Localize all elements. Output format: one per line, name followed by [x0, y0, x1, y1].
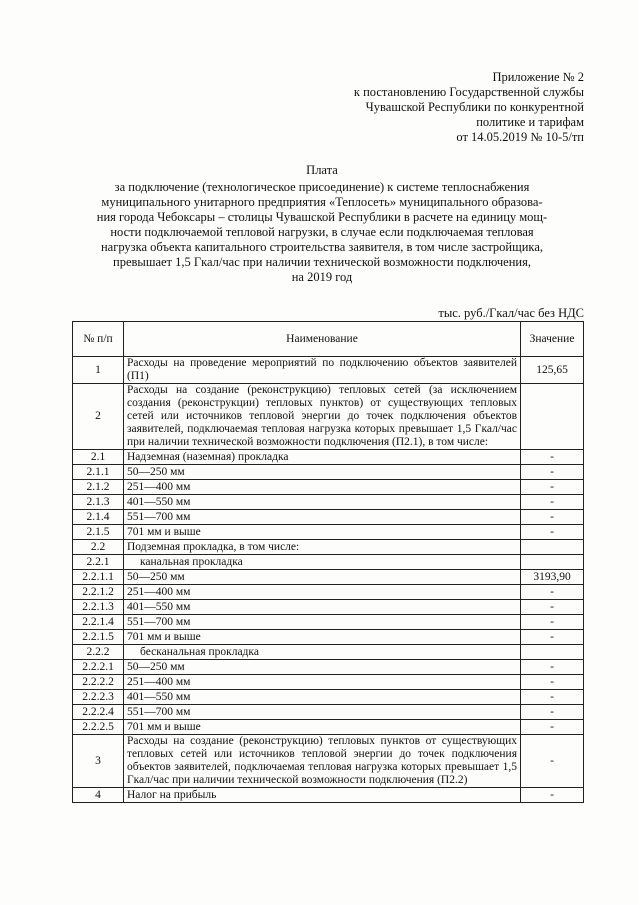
table-row [73, 690, 584, 705]
table-row [73, 675, 584, 690]
row-value [521, 645, 584, 660]
row-num: 2.2.1.4 [73, 615, 124, 630]
row-value: - [521, 720, 584, 735]
row-value: - [521, 630, 584, 645]
row-num: 2.2.2.2 [73, 675, 124, 690]
table-header-row [73, 322, 584, 357]
table-row [73, 465, 584, 480]
annex-line: политике и тарифам [476, 115, 584, 129]
row-name: 401—550 мм [124, 600, 521, 615]
row-num: 2.1 [73, 450, 124, 465]
row-value: - [521, 735, 584, 788]
row-name: 701 мм и выше [124, 720, 521, 735]
row-num: 2.2.1.3 [73, 600, 124, 615]
row-value: - [521, 495, 584, 510]
table-row [73, 495, 584, 510]
row-value [521, 540, 584, 555]
row-num: 2.2.2.3 [73, 690, 124, 705]
title-line: превышает 1,5 Гкал/час при наличии технической возможности подключения, [113, 255, 531, 269]
row-num: 2.2.1 [73, 555, 124, 570]
table-row [73, 788, 584, 803]
row-num: 2.2.1.1 [73, 570, 124, 585]
row-value: - [521, 465, 584, 480]
row-value: - [521, 675, 584, 690]
row-name: 251—400 мм [124, 585, 521, 600]
title-line: ния города Чебоксары – столицы Чувашской Республики в расчете на единицу мощ- [96, 210, 548, 224]
row-num: 2.2.2.1 [73, 660, 124, 675]
row-name: Надземная (наземная) прокладка [124, 450, 521, 465]
annex-line: к постановлению Государственной службы [353, 85, 584, 99]
annex-line: Чувашской Республики по конкурентной [365, 100, 584, 114]
table-row [73, 615, 584, 630]
row-num: 2.1.2 [73, 480, 124, 495]
row-name: 50—250 мм [124, 660, 521, 675]
row-value: - [521, 600, 584, 615]
table-row [73, 630, 584, 645]
row-name: 251—400 мм [124, 675, 521, 690]
table-row [73, 585, 584, 600]
title-heading: Плата [306, 163, 338, 177]
row-name: 701 мм и выше [124, 525, 521, 540]
row-value: - [521, 510, 584, 525]
row-name: Расходы на проведение мероприятий по подключению объектов заявителей (П1) [124, 357, 521, 384]
row-name: 701 мм и выше [124, 630, 521, 645]
row-value [521, 384, 584, 450]
table-row [73, 645, 584, 660]
row-num: 1 [73, 357, 124, 384]
row-value: - [521, 480, 584, 495]
document-title [60, 163, 584, 285]
table-row [73, 600, 584, 615]
table-row [73, 555, 584, 570]
table-row [73, 720, 584, 735]
row-num: 3 [73, 735, 124, 788]
row-name: 401—550 мм [124, 495, 521, 510]
table-row [73, 660, 584, 675]
row-value: - [521, 615, 584, 630]
table-body [73, 357, 584, 803]
units-label: тыс. руб./Гкал/час без НДС [438, 306, 584, 320]
row-num: 2.1.1 [73, 465, 124, 480]
table-row [73, 525, 584, 540]
annex-line: Приложение № 2 [492, 70, 584, 84]
row-num: 2.2.2.5 [73, 720, 124, 735]
row-name: 551—700 мм [124, 615, 521, 630]
row-num: 2.1.4 [73, 510, 124, 525]
table-row [73, 705, 584, 720]
row-value: 3193,90 [521, 570, 584, 585]
row-num: 2.1.3 [73, 495, 124, 510]
row-value: - [521, 690, 584, 705]
header-num: № п/п [73, 322, 124, 357]
row-num: 2.2.2.4 [73, 705, 124, 720]
table-row [73, 570, 584, 585]
table-row [73, 735, 584, 788]
row-value [521, 555, 584, 570]
row-name: Расходы на создание (реконструкцию) тепловых сетей (за исключением создания (реконструкции) тепловых пунктов) от существующих тепловых сетей или источников тепловой энергии до точек подключения объектов заявителей, подключаемая тепловая нагрузка которых превышает 1,5 Гкал/час при наличии технической возможности подключения (П2.1), в том числе: [124, 384, 521, 450]
row-name: 50—250 мм [124, 465, 521, 480]
title-line: муниципального унитарного предприятия «Теплосеть» муниципального образова- [101, 195, 543, 209]
row-value: - [521, 705, 584, 720]
row-num: 2.2.2 [73, 645, 124, 660]
title-line: нагрузка объекта капитального строительства заявителя, в том числе застройщика, [100, 240, 543, 254]
row-value: - [521, 450, 584, 465]
row-name: 50—250 мм [124, 570, 521, 585]
table-row [73, 357, 584, 384]
table-row [73, 450, 584, 465]
row-name: 401—550 мм [124, 690, 521, 705]
annex-block [324, 70, 584, 145]
row-value: - [521, 660, 584, 675]
row-name: 251—400 мм [124, 480, 521, 495]
title-line: на 2019 год [291, 270, 353, 284]
row-value: - [521, 788, 584, 803]
header-name: Наименование [124, 322, 521, 357]
row-value: - [521, 585, 584, 600]
table-row [73, 384, 584, 450]
row-name: бесканальная прокладка [124, 645, 521, 660]
header-value: Значение [521, 322, 584, 357]
row-num: 2.2.1.2 [73, 585, 124, 600]
table-row [73, 540, 584, 555]
row-value: - [521, 525, 584, 540]
title-line: ности подключаемой тепловой нагрузки, в случае если подключаемая тепловая [110, 225, 534, 239]
row-num: 2 [73, 384, 124, 450]
title-line: за подключение (технологическое присоединение) к системе теплоснабжения [114, 180, 530, 194]
row-value: 125,65 [521, 357, 584, 384]
annex-line: от 14.05.2019 № 10-5/тп [456, 130, 584, 144]
row-name: Подземная прокладка, в том числе: [124, 540, 521, 555]
row-num: 2.2 [73, 540, 124, 555]
tariff-table [72, 321, 584, 803]
table-row [73, 510, 584, 525]
row-name: 551—700 мм [124, 705, 521, 720]
row-name: 551—700 мм [124, 510, 521, 525]
row-num: 4 [73, 788, 124, 803]
table-row [73, 480, 584, 495]
row-name: Расходы на создание (реконструкцию) тепловых пунктов от существующих тепловых сетей или источников тепловой энергии до точек подключения объектов заявителей, подключаемая тепловая нагрузка которых превышает 1,5 Гкал/час при наличии технической возможности подключения (П2.2) [124, 735, 521, 788]
row-name: канальная прокладка [124, 555, 521, 570]
row-name: Налог на прибыль [124, 788, 521, 803]
row-num: 2.2.1.5 [73, 630, 124, 645]
row-num: 2.1.5 [73, 525, 124, 540]
